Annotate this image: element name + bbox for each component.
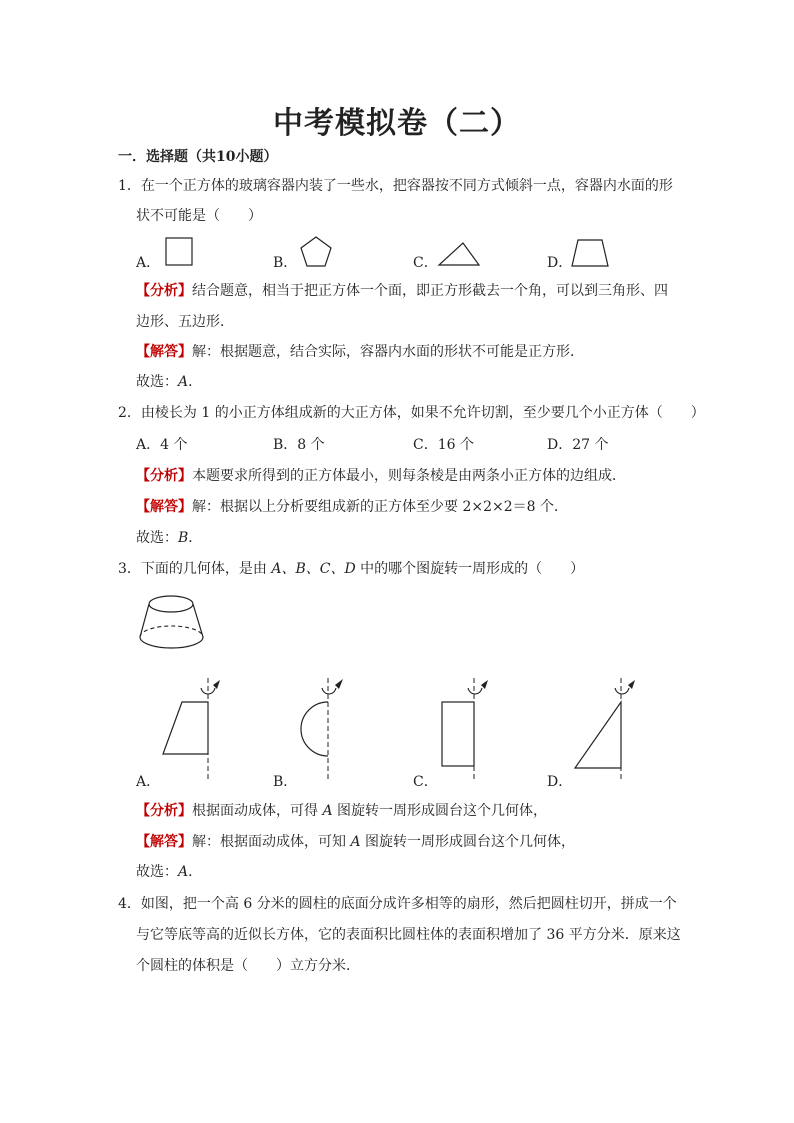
q1-answer: 【解答】解：根据题意，结合实际，容器内水面的形状不可能是正方形． bbox=[136, 344, 584, 360]
q3-option-a: A． bbox=[136, 774, 161, 790]
q3-analysis: 【分析】根据面动成体，可得 A 图旋转一周形成圆台这个几何体， bbox=[136, 803, 548, 819]
q1-option-c: C． bbox=[413, 255, 438, 271]
answer-label: 【解答】 bbox=[136, 344, 192, 360]
q2-option-c: C．16 个 bbox=[413, 437, 474, 453]
q1-stem-line1: 1．在一个正方体的玻璃容器内装了一些水，把容器按不同方式倾斜一点，容器内水面的形 bbox=[118, 178, 673, 194]
q2-analysis: 【分析】本题要求所得到的正方体最小，则每条棱是由两条小正方体的边组成． bbox=[136, 468, 626, 484]
q1-analysis-line2: 边形、五边形． bbox=[136, 314, 234, 330]
page-title: 中考模拟卷（二） bbox=[273, 106, 521, 141]
section-heading: 一．选择题（共10小题） bbox=[118, 149, 278, 165]
pentagon-figure bbox=[298, 235, 334, 269]
option-a-trapezoid-axis bbox=[155, 674, 225, 784]
q2-answer: 【解答】解：根据以上分析要组成新的正方体至少要 2×2×2＝8 个． bbox=[136, 499, 568, 515]
q3-option-c: C． bbox=[413, 774, 438, 790]
frustum-figure bbox=[137, 590, 207, 660]
q3-option-d: D． bbox=[547, 774, 573, 790]
q4-stem-line3: 个圆柱的体积是（ ）立方分米． bbox=[136, 958, 360, 974]
q1-stem-line2: 状不可能是（ ） bbox=[136, 208, 262, 224]
q1-choice: 故选：A． bbox=[136, 374, 203, 390]
option-d-triangle-axis bbox=[565, 674, 640, 784]
trapezoid-figure bbox=[569, 237, 611, 269]
q4-stem-line2: 与它等底等高的近似长方体，它的表面积比圆柱体的表面积增加了 36 平方分米．原来这 bbox=[136, 927, 681, 943]
answer-label: 【解答】 bbox=[136, 499, 192, 515]
q1-analysis-line1: 【分析】结合题意，相当于把正方体一个面，即正方形截去一个角，可以到三角形、四 bbox=[136, 283, 668, 299]
q3-answer: 【解答】解：根据面动成体，可知 A 图旋转一周形成圆台这个几何体， bbox=[136, 834, 576, 850]
option-c-rectangle-axis bbox=[430, 674, 500, 784]
answer-label: 【解答】 bbox=[136, 834, 192, 850]
q3-stem: 3．下面的几何体，是由 A、B、C、D 中的哪个图旋转一周形成的（ ） bbox=[118, 561, 585, 577]
q1-option-a: A． bbox=[136, 255, 161, 271]
q2-stem: 2．由棱长为 1 的小正方体组成新的大正方体，如果不允许切割，至少要几个小正方体（ ） bbox=[118, 405, 705, 421]
q2-option-a: A．4 个 bbox=[136, 437, 188, 453]
option-b-semicircle-axis bbox=[290, 674, 360, 784]
q3-option-b: B． bbox=[273, 774, 298, 790]
q1-option-d: D． bbox=[547, 255, 573, 271]
q2-option-b: B．8 个 bbox=[273, 437, 325, 453]
q2-choice: 故选：B． bbox=[136, 530, 203, 546]
q2-option-d: D．27 个 bbox=[547, 437, 609, 453]
triangle-figure bbox=[437, 240, 481, 268]
q1-option-b: B． bbox=[273, 255, 298, 271]
analysis-label: 【分析】 bbox=[136, 468, 192, 484]
q4-stem-line1: 4．如图，把一个高 6 分米的圆柱的底面分成许多相等的扇形，然后把圆柱切开，拼成一个 bbox=[118, 896, 677, 912]
square-figure bbox=[164, 236, 194, 268]
q3-choice: 故选：A． bbox=[136, 864, 203, 880]
analysis-label: 【分析】 bbox=[136, 803, 192, 819]
analysis-label: 【分析】 bbox=[136, 283, 192, 299]
